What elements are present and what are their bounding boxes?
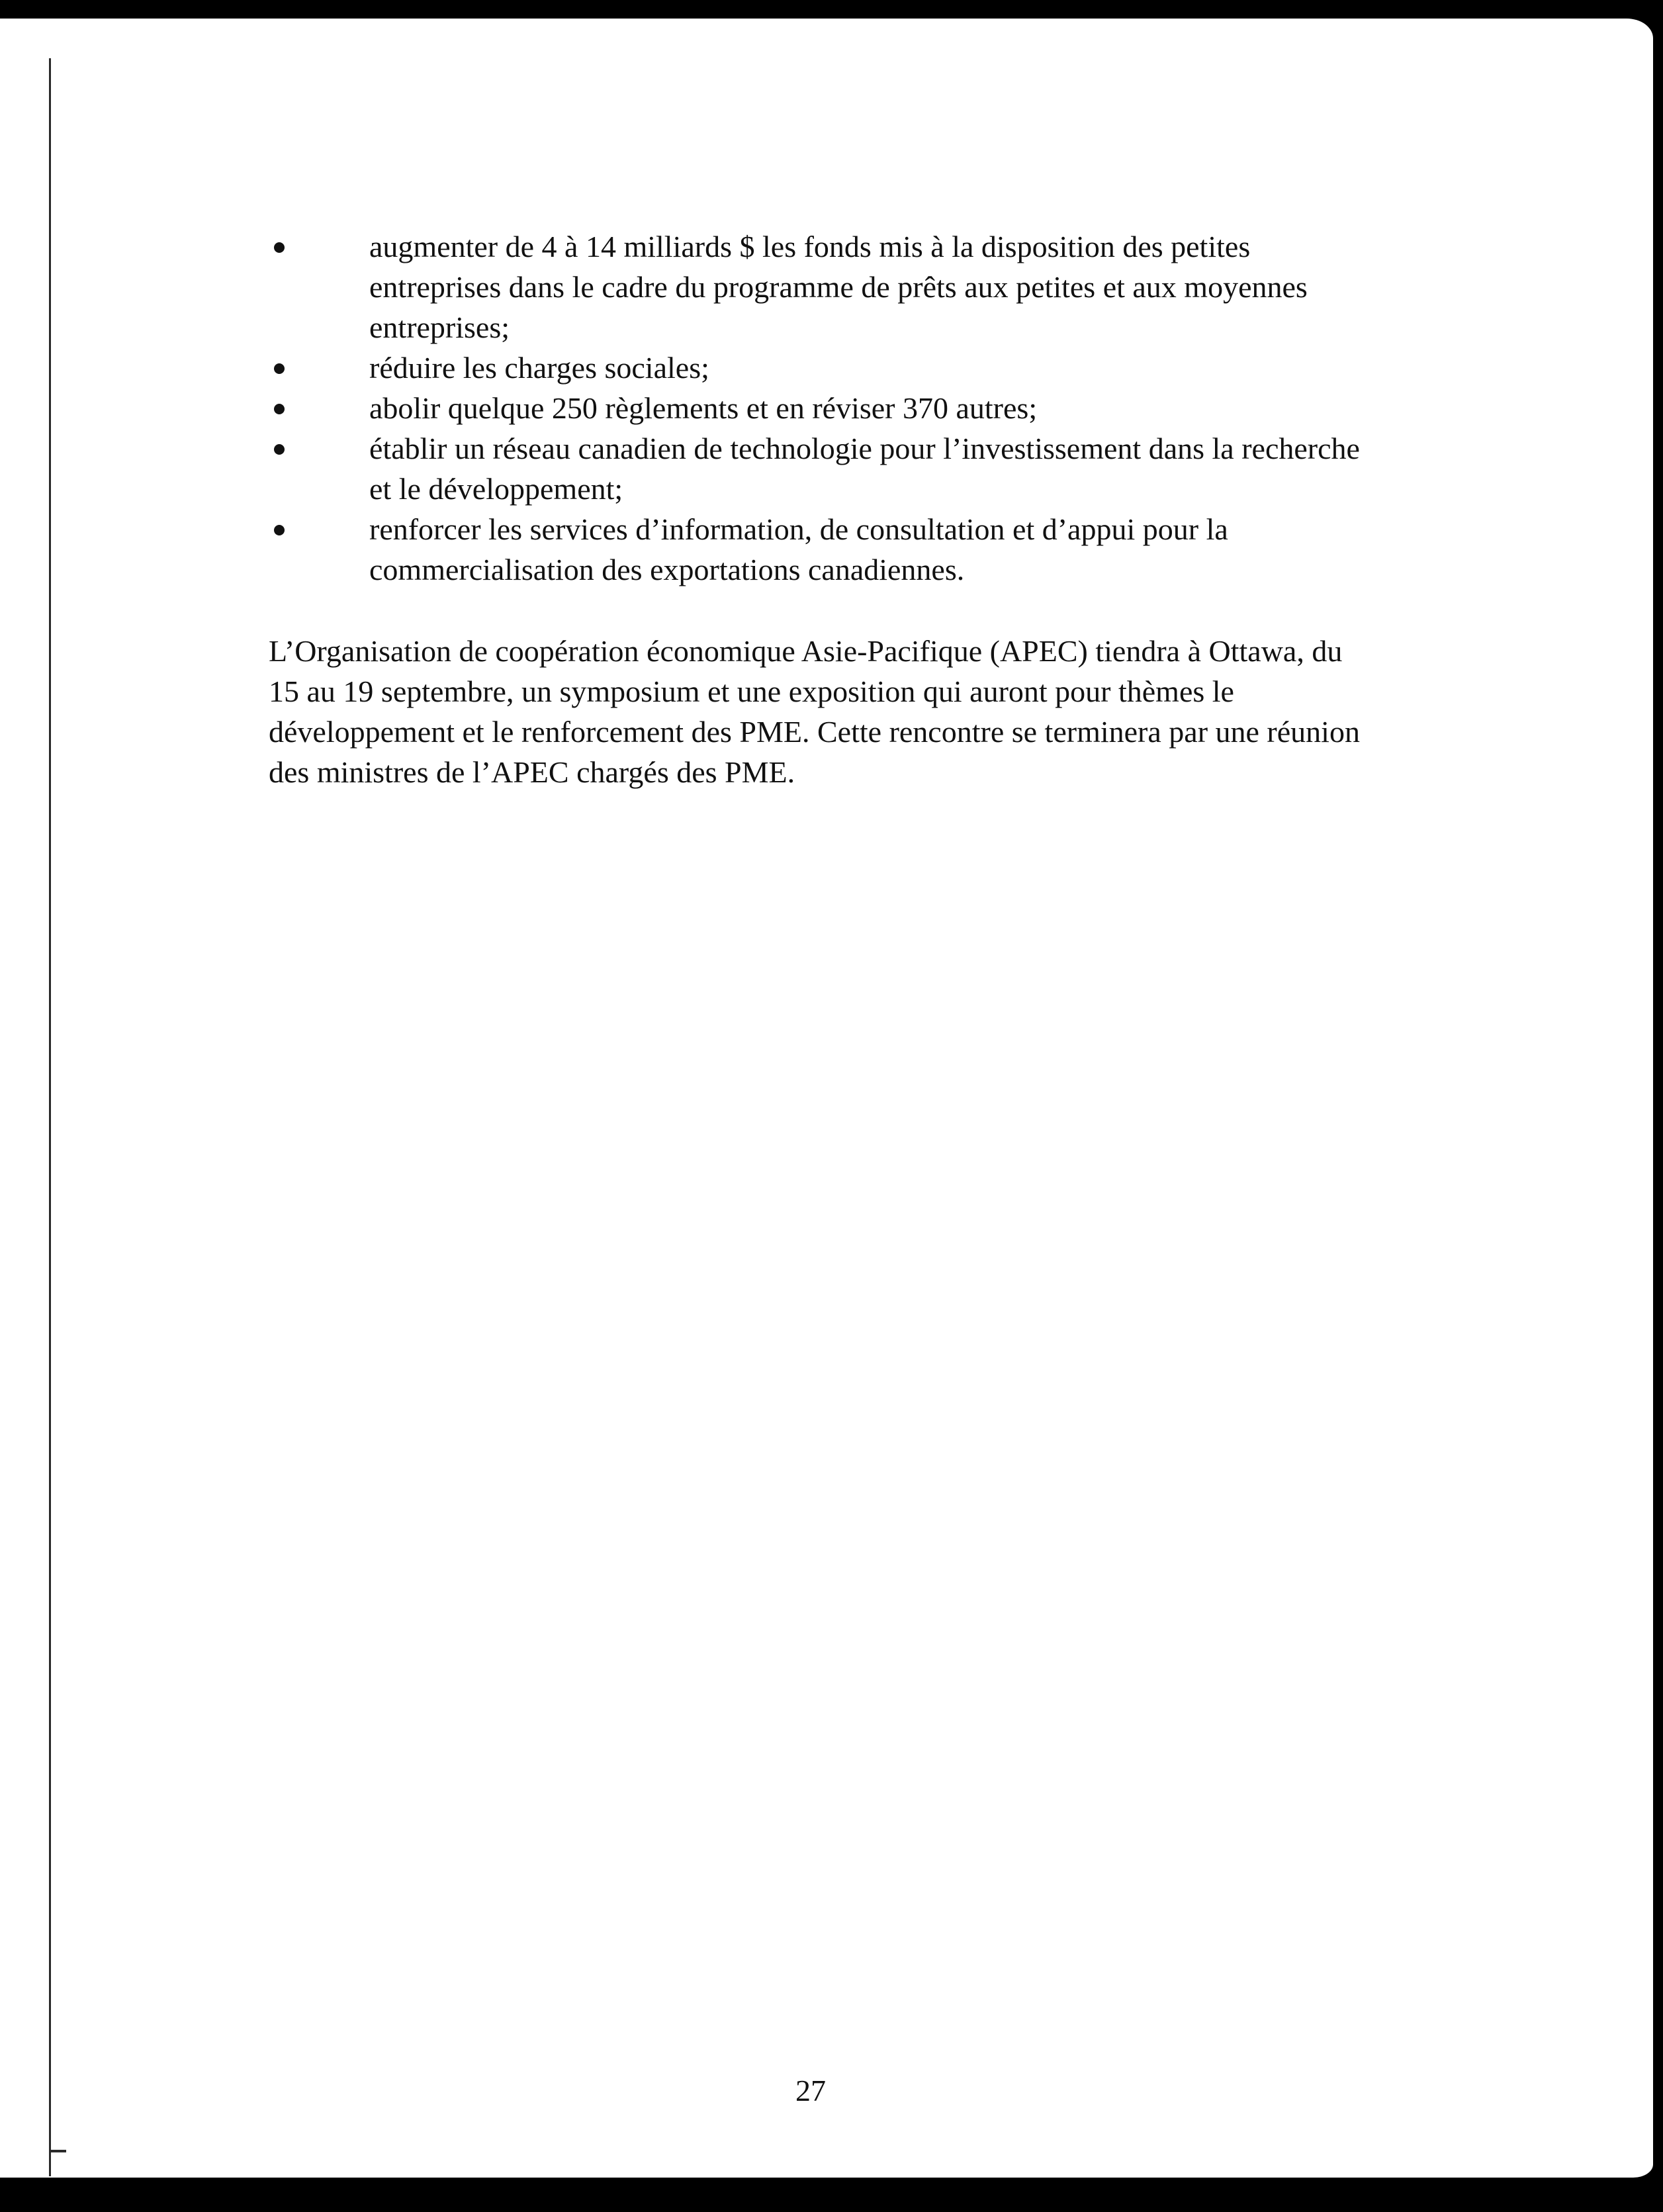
page-number: 27 [795,2074,826,2107]
binding-edge-line [49,58,51,2176]
bullet-item: réduire les charges sociales; [269,347,1367,388]
bullet-item: abolir quelque 250 règlements et en réviser 370 autres; [269,388,1367,428]
document-body [269,226,1367,792]
bullet-item: renforcer les services d’information, de consultation et d’appui pour la commercialisation des exportations canadiennes. [269,509,1367,590]
paper-sheet [0,19,1653,2178]
bullet-list [269,226,1367,590]
bullet-item: augmenter de 4 à 14 milliards $ les fonds mis à la disposition des petites entreprises dans le cadre du programme de prêts aux petites et aux moyennes entreprises; [269,226,1367,347]
scan-bottom-border [0,2178,1663,2212]
bullet-item: établir un réseau canadien de technologie pour l’investissement dans la recherche et le développement; [269,428,1367,509]
apec-paragraph: L’Organisation de coopération économique Asie-Pacifique (APEC) tiendra à Ottawa, du 15 au 19 septembre, un symposium et une exposition qui auront pour thèmes le développement et le renforcement des PME. Cette rencontre se terminera par une réunion des ministres de l’APEC chargés des PME. [269,634,1360,789]
binding-edge-tick [49,2150,66,2152]
